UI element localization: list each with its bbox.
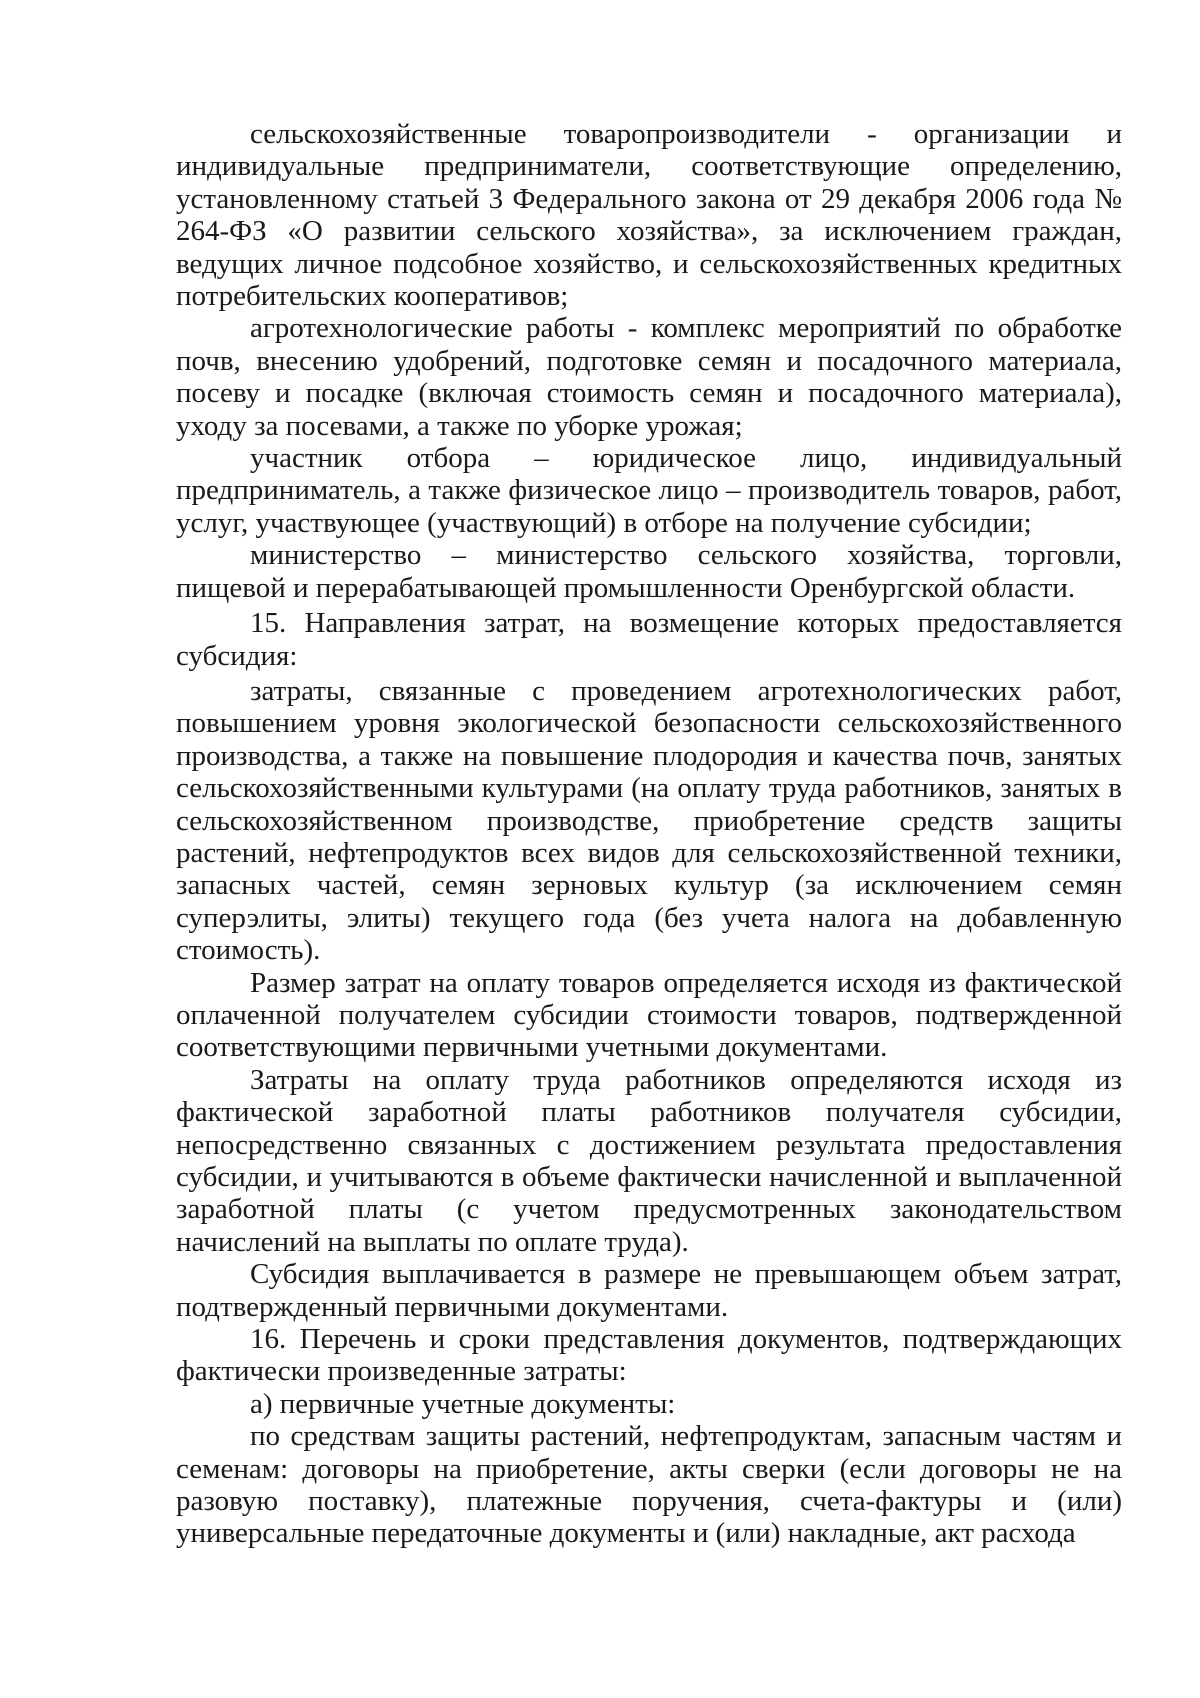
paragraph-plant-protection-documents: по средствам защиты растений, нефтепродуктам, запасным частям и семенам: договоры на приобретение, акты сверки (если договоры не на разовую поставку), платежные поручения, счета-фактуры и (или) универсальные передаточные документы и (или) накладные, акт расхода [176, 1420, 1122, 1550]
paragraph-goods-costs: Размер затрат на оплату товаров определяется исходя из фактической оплаченной получателем субсидии стоимости товаров, подтвержденной соответствующими первичными учетными документами. [176, 966, 1122, 1064]
paragraph-labor-costs: Затраты на оплату труда работников определяются исходя из фактической заработной платы работников получателя субсидии, непосредственно связанных с достижением результата предоставления субсидии, и учитываются в объеме фактически начисленной и выплаченной заработной платы (с учетом предусмотренных законодательством начислений на выплаты по оплате труда). [176, 1063, 1122, 1258]
paragraph-section-16: 16. Перечень и сроки представления документов, подтверждающих фактически произведенные затраты: [176, 1323, 1122, 1388]
paragraph-costs-list: затраты, связанные с проведением агротехнологических работ, повышением уровня экологической безопасности сельскохозяйственного производства, а также на повышение плодородия и качества почв, занятых сельскохозяйственными культурами (на оплату труда работников, занятых в сельскохозяйственном производстве, приобретение средств защиты растений, нефтепродуктов всех видов для сельскохозяйственной техники, запасных частей, семян зерновых культур (за исключением семян суперэлиты, элиты) текущего года (без учета налога на добавленную стоимость). [176, 674, 1122, 967]
paragraph-definition-ministry: министерство – министерство сельского хозяйства, торговли, пищевой и перерабатывающей промышленности Оренбургской области. [176, 539, 1122, 604]
paragraph-definition-agro-works: агротехнологические работы - комплекс мероприятий по обработке почв, внесению удобрений, подготовке семян и посадочного материала, посеву и посадке (включая стоимость семян и посадочного материала), уходу за посевами, а также по уборке урожая; [176, 312, 1122, 442]
document-body [176, 118, 1122, 1550]
paragraph-primary-documents: а) первичные учетные документы: [250, 1387, 676, 1420]
paragraph-subsidy-amount: Субсидия выплачивается в размере не превышающем объем затрат, подтвержденный первичными документами. [176, 1258, 1122, 1323]
paragraph-definition-producers: сельскохозяйственные товаропроизводители - организации и индивидуальные предприниматели, соответствующие определению, установленному статьей 3 Федерального закона от 29 декабря 2006 года № 264-ФЗ «О развитии сельского хозяйства», за исключением граждан, ведущих личное подсобное хозяйство, и сельскохозяйственных кредитных потребительских кооперативов; [176, 118, 1122, 313]
paragraph-section-15: 15. Направления затрат, на возмещение которых предоставляется субсидия: [176, 607, 1122, 672]
paragraph-definition-participant: участник отбора – юридическое лицо, индивидуальный предприниматель, а также физическое лицо – производитель товаров, работ, услуг, участвующее (участвующий) в отборе на получение субсидии; [176, 442, 1122, 539]
